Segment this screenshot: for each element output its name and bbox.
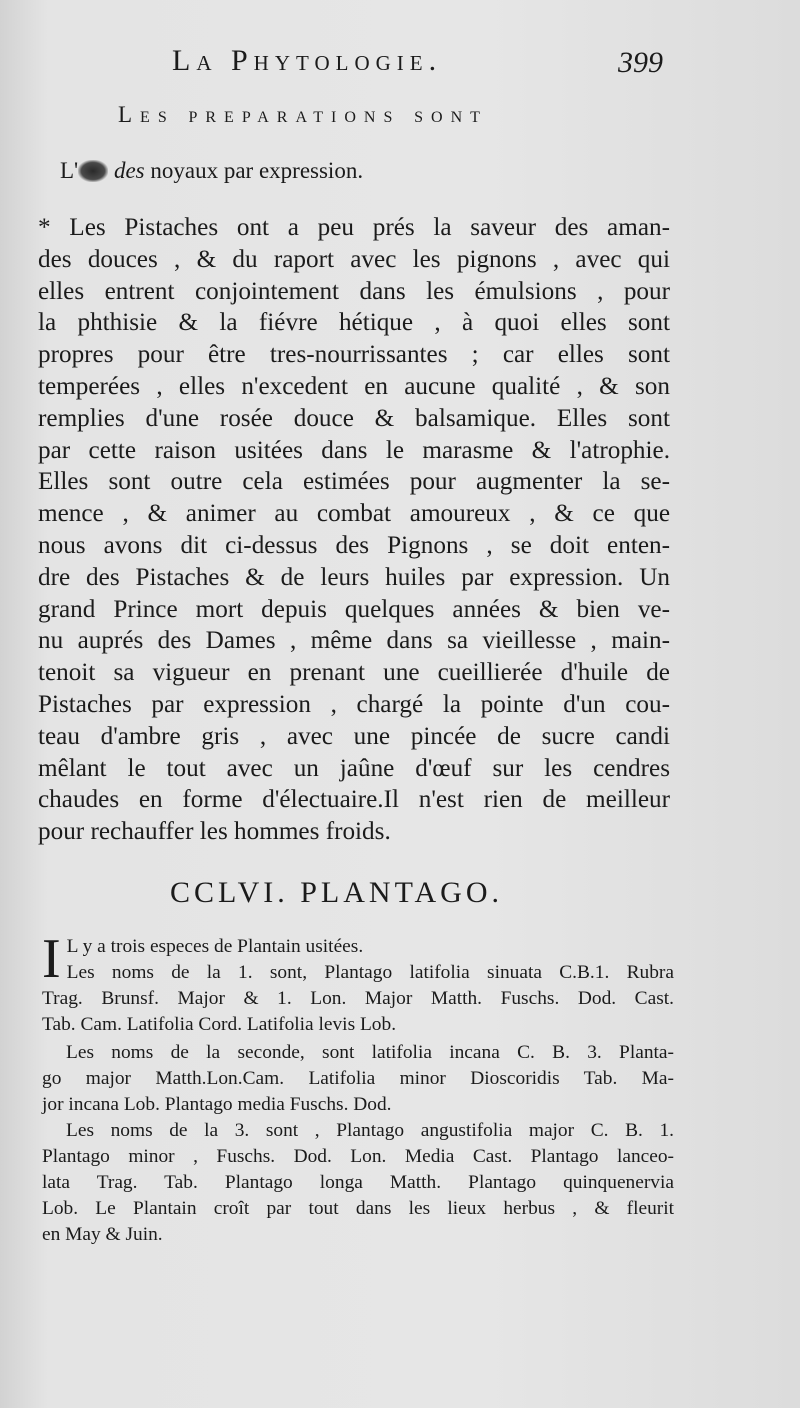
text-line: go major Matth.Lon.Cam. Latifolia minor Dioscoridis Tab. Ma- (42, 1068, 674, 1089)
prep-ital: des (113, 158, 145, 183)
text-line: Lob. Le Plantain croît par tout dans les lieux herbus , & fleurit (42, 1198, 674, 1219)
running-title: La Phytologie. (172, 44, 443, 77)
text-line: Trag. Brunsf. Major & 1. Lon. Major Matth. Fuschs. Dod. Cast. (42, 988, 674, 1009)
section-title: CCLVI. PLANTAGO. (170, 876, 504, 909)
text-line: Pistaches par expression , chargé la pointe d'un cou- (38, 690, 670, 718)
plantago-paragraph-3 (42, 1118, 674, 1248)
text-line: la phthisie & la fiévre hétique , à quoi elles sont (38, 309, 670, 337)
text-line: Plantago minor , Fuschs. Dod. Lon. Media Cast. Plantago lanceo- (42, 1146, 674, 1167)
text-line: remplies d'une rosée douce & balsamique. Elles sont (38, 404, 670, 432)
subhead: Les preparations sont (118, 102, 488, 127)
text-line: Les noms de la 1. sont, Plantago latifolia sinuata C.B.1. Rubra (66, 962, 674, 983)
text-line: tenoit sa vigueur en prenant une cueillierée d'huile de (38, 659, 670, 687)
text-line: elles entrent conjointement dans les émulsions , pour (38, 277, 670, 305)
running-head (0, 42, 800, 82)
text-line: lata Trag. Tab. Plantago longa Matth. Plantago quinquenervia (42, 1172, 674, 1193)
prep-prefix: L' (60, 158, 79, 183)
text-line: nous avons dit ci-dessus des Pignons , se doit enten- (38, 531, 670, 559)
text-line: teau d'ambre gris , avec une pincée de sucre candi (38, 722, 670, 750)
text-line: * Les Pistaches ont a peu prés la saveur des aman- (38, 214, 670, 241)
text-line: en May & Juin. (42, 1224, 163, 1245)
drop-cap: I (42, 928, 61, 990)
text-line: par cette raison usitées dans le marasme & l'atrophie. (38, 436, 670, 464)
page-number: 399 (618, 46, 663, 79)
text-line: Les noms de la seconde, sont latifolia incana C. B. 3. Planta- (66, 1042, 674, 1063)
text-line: jor incana Lob. Plantago media Fuschs. Dod. (42, 1094, 392, 1115)
text-line: Tab. Cam. Latifolia Cord. Latifolia levis Lob. (42, 1014, 397, 1035)
text-line: mence , & animer au combat amoureux , & ce que (38, 500, 670, 528)
text-line: Elles sont outre cela estimées pour augmenter la se- (38, 468, 670, 496)
text-line: chaudes en forme d'électuaire.Il n'est rien de meilleur (38, 786, 670, 814)
text-line: Les noms de la 3. sont , Plantago angustifolia major C. B. 1. (66, 1120, 674, 1141)
preparation-line (60, 158, 363, 184)
pistaches-paragraph (38, 212, 670, 848)
text-line: mêlant le tout avec un jaûne d'œuf sur les cendres (38, 754, 670, 782)
text-line: propres pour être tres-nourrissantes ; car elles sont (38, 341, 670, 369)
text-line: nu auprés des Dames , même dans sa vieillesse , main- (38, 627, 670, 655)
text-line: L y a trois especes de Plantain usitées. (66, 936, 364, 957)
text-line: dre des Pistaches & de leurs huiles par expression. Un (38, 563, 670, 591)
text-line: grand Prince mort depuis quelques années & bien ve- (38, 595, 670, 623)
text-line: des douces , & du raport avec les pignons , avec qui (38, 245, 670, 273)
text-line: temperées , elles n'excedent en aucune qualité , & son (38, 372, 670, 400)
plantago-paragraph-2 (42, 1040, 674, 1118)
ink-stain (78, 160, 108, 182)
prep-rest: noyaux par expression. (144, 158, 364, 183)
text-line: pour rechauffer les hommes froids. (38, 818, 391, 846)
plantago-paragraph-1 (42, 928, 674, 1038)
